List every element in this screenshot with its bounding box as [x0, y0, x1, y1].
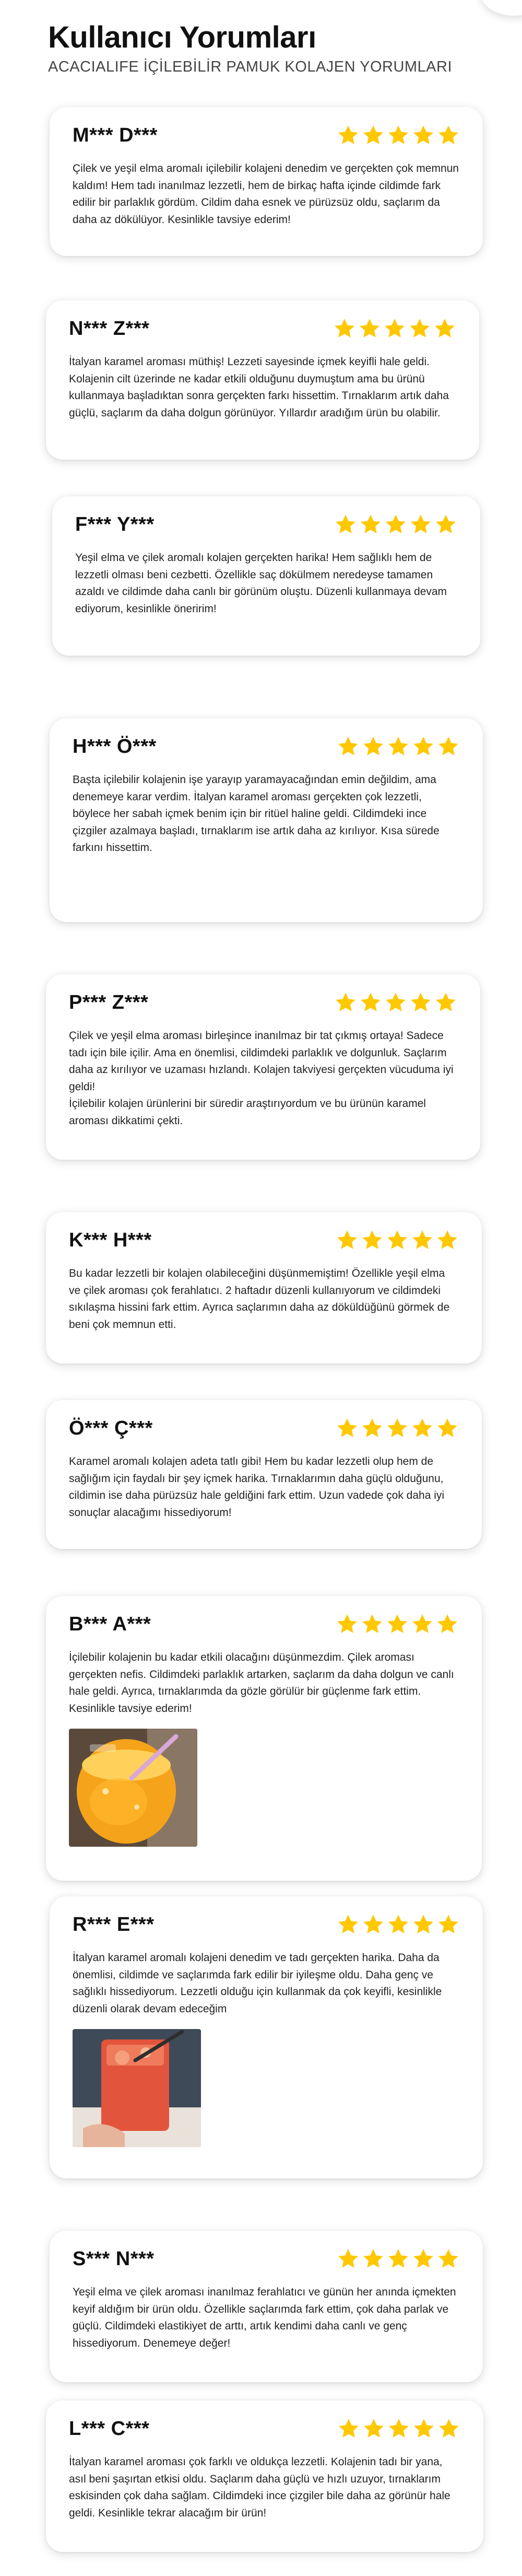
star-icon — [387, 1913, 410, 1936]
star-icon — [359, 513, 382, 536]
star-icon — [411, 1613, 434, 1636]
reviewer-name: K*** H*** — [69, 1229, 152, 1251]
page-header — [48, 21, 452, 76]
star-rating — [337, 1913, 460, 1936]
review-header — [69, 1229, 459, 1252]
star-icon — [434, 513, 457, 536]
review-header — [75, 513, 457, 536]
reviewer-name: Ö*** Ç*** — [69, 1417, 153, 1439]
star-icon — [384, 513, 407, 536]
review-card — [46, 1400, 482, 1549]
star-icon — [362, 2417, 385, 2440]
star-icon — [412, 1913, 435, 1936]
review-text: Başta içilebilir kolajenin işe yarayıp yaramayacağından emin değildim, ama denemeye karar verdim. İtalyan karamel aroması gerçekten çok lezzetli, böylece her sabah içmek benim için bir ritüel haline geldi. Cildimdeki ince çizgiler azalmaya başladı, tırnaklarım ise artık daha az kırılıyor. Kısa sürede farkını hissettim. — [73, 774, 440, 854]
star-rating — [336, 1229, 459, 1252]
review-text: Yeşil elma ve çilek aromalı kolajen gerçekten harika! Hem sağlıklı hem de lezzetli olması beni cezbetti. Özellikle saç dökülmem neredeyse tamamen azaldı ve cildimde daha canlı bir görünüm oluştu. Düzenli kullanmaya devam ediyorum, kesinlikle öneririm! — [75, 552, 447, 615]
review-text: İtalyan karamel aromalı kolajeni denedim ve tadı gerçekten harika. Daha da önemlisi, cildimde ve saçlarımda fark edilir bir iyileşme oldu. Daha genç ve sağlıklı hissediyorum. Lezzetli olduğu için kullanmak da çok keyifli, kesinlikle düzenli olarak devam edeceğim — [73, 1952, 442, 2015]
reviewer-name: B*** A*** — [69, 1613, 151, 1635]
star-icon — [336, 1229, 359, 1252]
review-header — [69, 1613, 459, 1636]
review-header — [73, 735, 460, 758]
review-text: Çilek ve yeşil elma aroması birleşince inanılmaz bir tat çıkmış ortaya! Sadece tadı için bile içilir. Ama en önemlisi, cildimdeki parlaklık ve dolgunluk. Saçlarım daha az kırılıyor ve uzaması hızlandı. Kolajen takviyesi gerçekten vücuduma iyi geldi! İçilebilir kolajen ürünlerini bir süredir araştırıyordum ve bu ürünün karamel aroması dikkatimi çekti. — [69, 1030, 454, 1127]
review-text: İtalyan karamel aroması müthiş! Lezzeti sayesinde içmek keyifli hale geldi. Kolajenin cilt üzerinde ne kadar etkili olduğunu duymuştum ama bu ürünü kullanmaya başladıktan sonra gerçekten farkı hissettim. Tırnaklarım artık daha güçlü, saçlarım da daha dolgun görünüyor. Yıllardır aradığım ürün bu olabilir. — [69, 356, 449, 419]
star-icon — [412, 2247, 435, 2270]
star-rating — [333, 317, 456, 340]
review-card — [46, 974, 480, 1160]
star-rating — [337, 2247, 460, 2270]
reviewer-name: N*** Z*** — [69, 317, 150, 340]
reviewer-name: R*** E*** — [73, 1913, 155, 1936]
review-header — [69, 991, 457, 1014]
review-text: Çilek ve yeşil elma aromalı içilebilir kolajeni denedim ve gerçekten çok memnun kaldım! Hem tadı inanılmaz lezzetli, hem de birkaç hafta içinde cildimde fark edilir bir parlaklık gördüm. Cildim daha esnek ve pürüzsüz oldu, saçlarım da daha az dökülüyor. Kesinlikle tavsiye ederim! — [73, 162, 459, 226]
star-icon — [409, 513, 432, 536]
review-header — [69, 1417, 459, 1440]
star-icon — [387, 124, 410, 147]
review-card — [46, 300, 479, 460]
review-card — [50, 1896, 483, 2178]
reviewer-name: H*** Ö*** — [73, 735, 157, 757]
review-text: İçilebilir kolajenin bu kadar etkili olacağını düşünmezdim. Çilek aroması gerçekten nefis. Cildimdeki parlaklık artarken, saçlarım da daha dolgun ve canlı hale geldi. Ayrıca, tırnaklarımda da gözle görülür bir güçlenme fark ettim. Kesinlikle tavsiye ederim! — [69, 1651, 454, 1715]
reviewer-name: P*** Z*** — [69, 991, 149, 1013]
review-header — [73, 124, 460, 147]
orange-drink-photo — [69, 1729, 197, 1847]
star-icon — [433, 317, 456, 340]
star-icon — [437, 2247, 460, 2270]
review-card — [50, 2231, 483, 2382]
star-icon — [412, 735, 435, 758]
star-rating — [336, 1417, 459, 1440]
star-rating — [337, 124, 460, 147]
review-card — [50, 107, 483, 256]
star-icon — [336, 1417, 359, 1440]
star-icon — [337, 2247, 360, 2270]
star-icon — [409, 991, 432, 1014]
review-header — [69, 317, 456, 340]
star-icon — [336, 1613, 359, 1636]
star-rating — [336, 1613, 459, 1636]
star-icon — [436, 1417, 459, 1440]
star-icon — [361, 1417, 384, 1440]
reviewer-name: L*** C*** — [69, 2417, 150, 2440]
star-icon — [361, 1613, 384, 1636]
star-icon — [362, 2247, 385, 2270]
star-rating — [337, 2417, 460, 2440]
star-icon — [358, 317, 381, 340]
star-icon — [386, 1229, 409, 1252]
review-card — [46, 1212, 482, 1363]
star-icon — [359, 991, 382, 1014]
review-card — [46, 2400, 483, 2552]
star-icon — [333, 317, 356, 340]
star-icon — [387, 2417, 410, 2440]
reviewer-name: M*** D*** — [73, 124, 158, 146]
page-subtitle: ACACIALIFE İÇİLEBİLİR PAMUK KOLAJEN YORUMLARI — [48, 58, 453, 75]
star-icon — [412, 124, 435, 147]
star-icon — [362, 124, 385, 147]
star-icon — [334, 991, 357, 1014]
star-icon — [436, 1613, 459, 1636]
star-icon — [437, 735, 460, 758]
star-icon — [362, 1913, 385, 1936]
review-header — [73, 1913, 460, 1936]
star-icon — [334, 513, 357, 536]
star-icon — [437, 124, 460, 147]
star-icon — [337, 124, 360, 147]
review-text: Bu kadar lezzetli bir kolajen olabileceğini düşünmemiştim! Özellikle yeşil elma ve çilek aroması çok ferahlatıcı. 2 haftadır düzenli kullanıyorum ve cildimdeki sıkılaşma hissini fark ettim. Ayrıca saçlarımın daha az döküldüğünü görmek de beni çok memnun etti. — [69, 1267, 450, 1331]
star-icon — [362, 735, 385, 758]
star-icon — [337, 1913, 360, 1936]
star-icon — [337, 735, 360, 758]
star-rating — [334, 991, 457, 1014]
star-icon — [337, 2417, 360, 2440]
review-header — [69, 2417, 460, 2440]
reviewer-name: S*** N*** — [73, 2247, 155, 2270]
star-icon — [386, 1417, 409, 1440]
review-card — [52, 496, 480, 656]
star-icon — [411, 1417, 434, 1440]
review-text: İtalyan karamel aroması çok farklı ve oldukça lezzetli. Kolajenin tadı bir yana, asıl beni şaşırtan etkisi oldu. Saçlarım daha güçlü ve hızlı uzuyor, tırnaklarım eskisinden çok daha sağlam. Cildimdeki ince çizgiler bile daha az görünür hale geldi. Kesinlikle tekrar alacağım bir ürün! — [69, 2456, 450, 2519]
corner-decoration — [480, 0, 522, 16]
star-icon — [437, 2417, 460, 2440]
star-rating — [334, 513, 457, 536]
review-text: Karamel aromalı kolajen adeta tatlı gibi! Hem bu kadar lezzetli olup hem de sağlığım için faydalı bir şey içmek harika. Tırnaklarımın daha güçlü olduğunu, cildimin ise daha pürüzsüz hale geldiğini fark ettim. Uzun vadede çok daha iyi sonuçlar alacağımı hissediyorum! — [69, 1455, 445, 1519]
star-icon — [386, 1613, 409, 1636]
star-icon — [383, 317, 406, 340]
star-icon — [436, 1229, 459, 1252]
review-card — [50, 718, 483, 922]
star-icon — [408, 317, 431, 340]
review-header — [73, 2247, 460, 2270]
red-drink-photo — [73, 2029, 201, 2147]
review-text: Yeşil elma ve çilek aroması inanılmaz ferahlatıcı ve günün her anında içmekten keyif aldığım bir ürün oldu. Özellikle saçlarımda fark ettim, çok daha parlak ve güçlü. Cildimdeki elastikiyet de arttı, artık kendimi daha canlı ve genç hissediyorum. Denemeye değer! — [73, 2286, 456, 2349]
star-icon — [434, 991, 457, 1014]
page-title: Kullanıcı Yorumları — [48, 20, 316, 54]
star-icon — [412, 2417, 435, 2440]
star-icon — [387, 2247, 410, 2270]
star-icon — [384, 991, 407, 1014]
star-icon — [437, 1913, 460, 1936]
reviewer-name: F*** Y*** — [75, 513, 155, 535]
review-card — [46, 1596, 482, 1881]
star-icon — [387, 735, 410, 758]
star-icon — [411, 1229, 434, 1252]
star-rating — [337, 735, 460, 758]
star-icon — [361, 1229, 384, 1252]
